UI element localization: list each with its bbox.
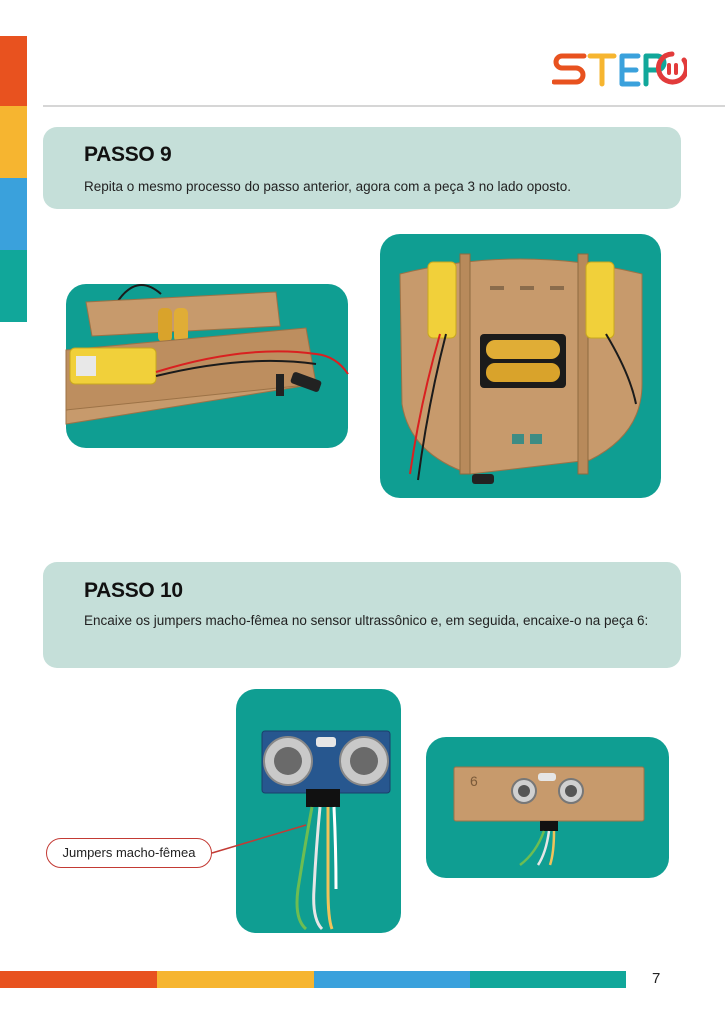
jumpers-callout: Jumpers macho-fêmea — [46, 838, 212, 868]
side-bar-teal — [0, 250, 27, 322]
piece-number-label: 6 — [470, 773, 478, 789]
step-9-text: Repita o mesmo processo do passo anterior, agora com a peça 3 no lado oposto. — [84, 179, 572, 194]
footer-bar-orange — [0, 971, 157, 988]
step-logo — [552, 50, 687, 92]
step-9-photo-top — [380, 234, 661, 498]
step-10-text: Encaixe os jumpers macho-fêmea no sensor ultrassônico e, em seguida, encaixe-o na peça 6: — [84, 613, 649, 628]
footer-bar-teal — [470, 971, 626, 988]
side-bar-yellow — [0, 106, 27, 178]
page-number: 7 — [652, 970, 661, 987]
footer-bar-blue — [314, 971, 470, 988]
step-9-title: PASSO 9 — [84, 143, 172, 166]
step-9-photo-side — [66, 284, 348, 448]
step-10-photo-sensor — [236, 689, 401, 933]
step-10-photo-piece-6 — [426, 737, 669, 878]
footer-bar-yellow — [157, 971, 314, 988]
step-10-title: PASSO 10 — [84, 579, 183, 602]
header-divider — [43, 105, 725, 107]
side-bar-blue — [0, 178, 27, 250]
step-10-panel — [43, 562, 681, 668]
side-bar-orange — [0, 36, 27, 106]
step-9-panel — [43, 127, 681, 209]
